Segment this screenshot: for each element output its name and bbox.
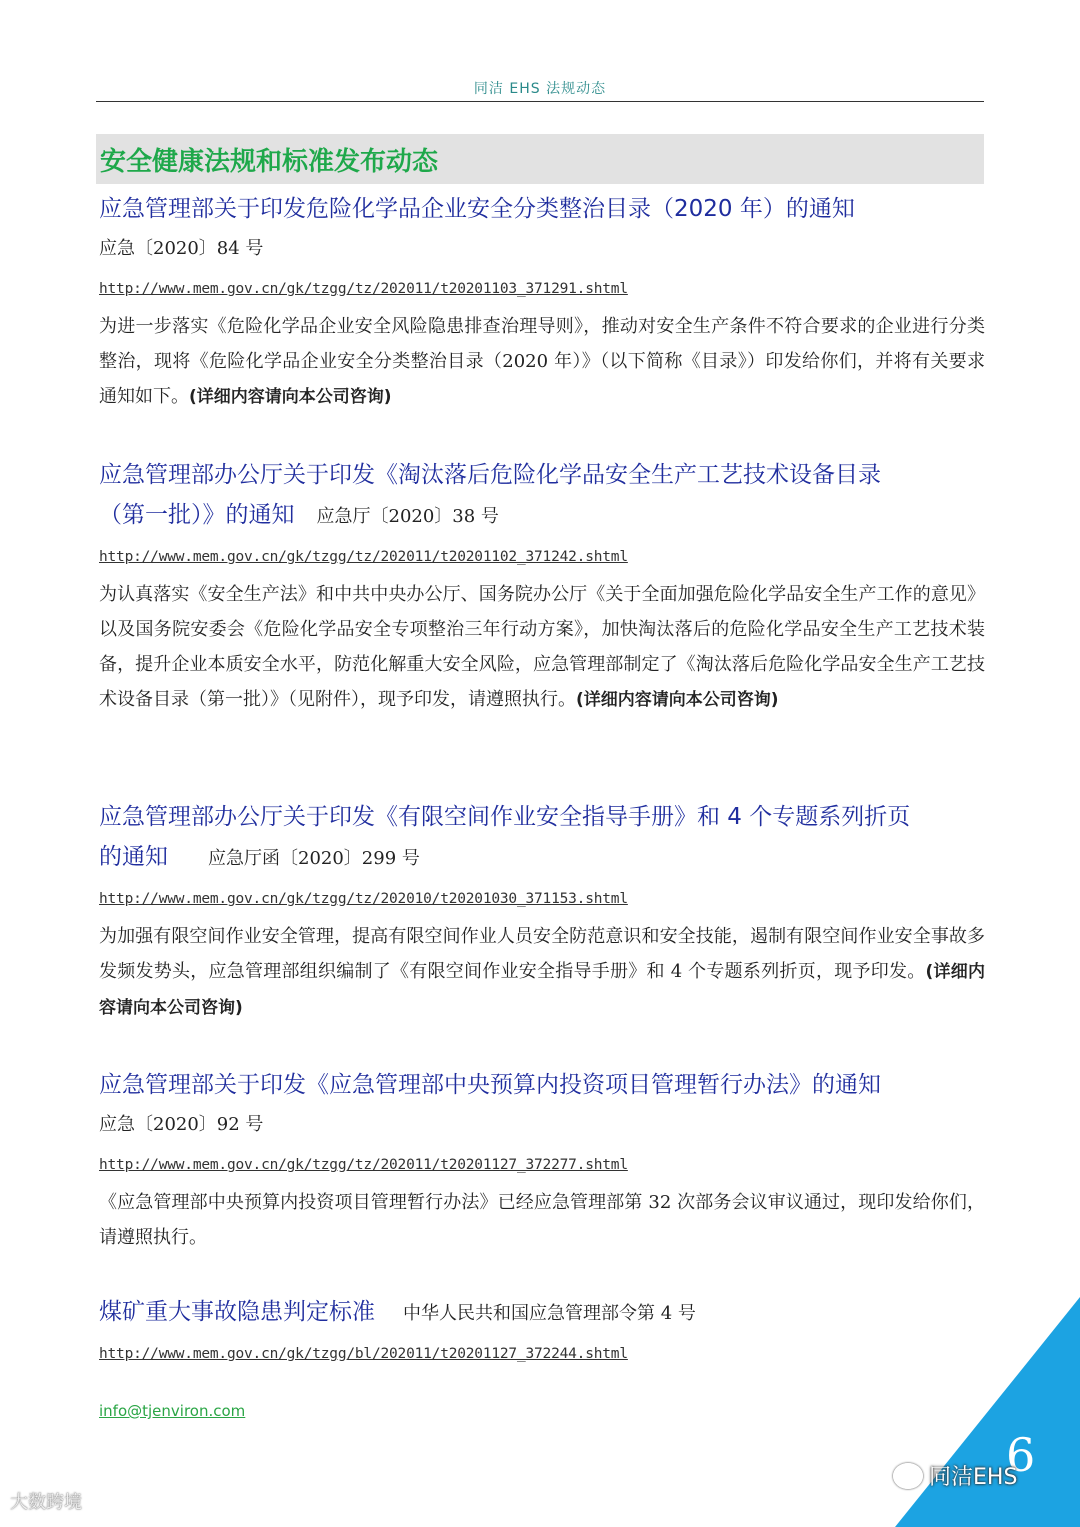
wechat-badge [893, 1460, 1017, 1491]
notice-summary [99, 919, 985, 1026]
notice-title-line1: 应急管理部办公厅关于印发《淘汰落后危险化学品安全生产工艺技术设备目录 [99, 462, 881, 488]
section-title: 安全健康法规和标准发布动态 [100, 147, 439, 177]
notice-title-line2: 的通知 [99, 844, 168, 870]
document-number: 应急厅〔2020〕38 号 [316, 506, 499, 527]
notice-title [99, 797, 985, 837]
notice-summary: 《应急管理部中央预算内投资项目管理暂行办法》已经应急管理部第 32 次部务会议审议通过，现印发给你们，请遵照执行。 [99, 1192, 985, 1248]
document-number: 应急厅函〔2020〕299 号 [208, 848, 420, 869]
notice-title-line2: （第一批）》的通知 [99, 502, 295, 528]
inquiry-note: (详细内容请向本公司咨询) [189, 387, 392, 407]
wechat-label: 同洁EHS [929, 1465, 1018, 1490]
header-divider [96, 101, 984, 102]
source-link[interactable]: http://www.mem.gov.cn/gk/tzgg/tz/202011/t20201102_371242.shtml [99, 549, 628, 565]
watermark-text: 大数跨境 [10, 1492, 82, 1513]
notice-summary [99, 577, 985, 718]
running-header: 同洁 EHS 法规动态 [473, 81, 607, 97]
contact-email-link[interactable]: info@tjenviron.com [99, 1402, 246, 1420]
notice-title-line1: 应急管理部办公厅关于印发《有限空间作业安全指导手册》和 4 个专题系列折页 [99, 804, 911, 830]
summary-text: 为进一步落实《危险化学品企业安全风险隐患排查治理导则》，推动对安全生产条件不符合要求的企业进行分类整治，现将《危险化学品企业安全分类整治目录（2020 年）》（以下简称《目录》）印发给你们，并将有关要求通知如下。 [99, 316, 985, 407]
notice-title: 应急管理部关于印发危险化学品企业安全分类整治目录（2020 年）的通知 [99, 196, 855, 222]
summary-text: 为加强有限空间作业安全管理，提高有限空间作业人员安全防范意识和安全技能，遏制有限空间作业安全事故多发频发势头，应急管理部组织编制了《有限空间作业安全指导手册》和 4 个专题系列折页，现予印发。 [99, 926, 985, 982]
source-link[interactable]: http://www.mem.gov.cn/gk/tzgg/tz/202011/t20201127_372277.shtml [99, 1157, 628, 1173]
source-link[interactable]: http://www.mem.gov.cn/gk/tzgg/tz/202011/t20201103_371291.shtml [99, 281, 628, 297]
notice-item [99, 189, 985, 415]
notice-summary [99, 309, 985, 415]
inquiry-note: (详细内容请向本公司咨询) [99, 962, 985, 1018]
document-number: 中华人民共和国应急管理部令第 4 号 [403, 1303, 696, 1324]
notice-title [99, 1292, 985, 1334]
notice-title-cont [99, 495, 985, 537]
inquiry-note: (详细内容请向本公司咨询) [576, 690, 779, 710]
corner-decoration [895, 1297, 1080, 1527]
notice-item [99, 1065, 985, 1255]
source-link[interactable]: http://www.mem.gov.cn/gk/tzgg/bl/202011/t20201127_372244.shtml [99, 1346, 628, 1362]
wechat-icon [893, 1463, 923, 1489]
summary-text: 为认真落实《安全生产法》和中共中央办公厅、国务院办公厅《关于全面加强危险化学品安全生产工作的意见》以及国务院安委会《危险化学品安全专项整治三年行动方案》，加快淘汰落后的危险化学品安全生产工艺技术装备，提升企业本质安全水平，防范化解重大安全风险，应急管理部制定了《淘汰落后危险化学品安全生产工艺技术设备目录（第一批）》（见附件），现予印发，请遵照执行。 [99, 584, 985, 710]
notice-item [99, 455, 985, 718]
notice-item [99, 1292, 985, 1374]
notice-item [99, 797, 985, 1026]
notice-title-cont [99, 837, 985, 879]
notice-title [99, 455, 985, 495]
page-number: 6 [1006, 1428, 1036, 1482]
source-link[interactable]: http://www.mem.gov.cn/gk/tzgg/tz/202010/t20201030_371153.shtml [99, 891, 628, 907]
notice-title: 应急管理部关于印发《应急管理部中央预算内投资项目管理暂行办法》的通知 [99, 1072, 881, 1098]
document-number: 应急〔2020〕92 号 [99, 1114, 264, 1135]
notice-title-text: 煤矿重大事故隐患判定标准 [99, 1299, 375, 1325]
document-number: 应急〔2020〕84 号 [99, 238, 264, 259]
